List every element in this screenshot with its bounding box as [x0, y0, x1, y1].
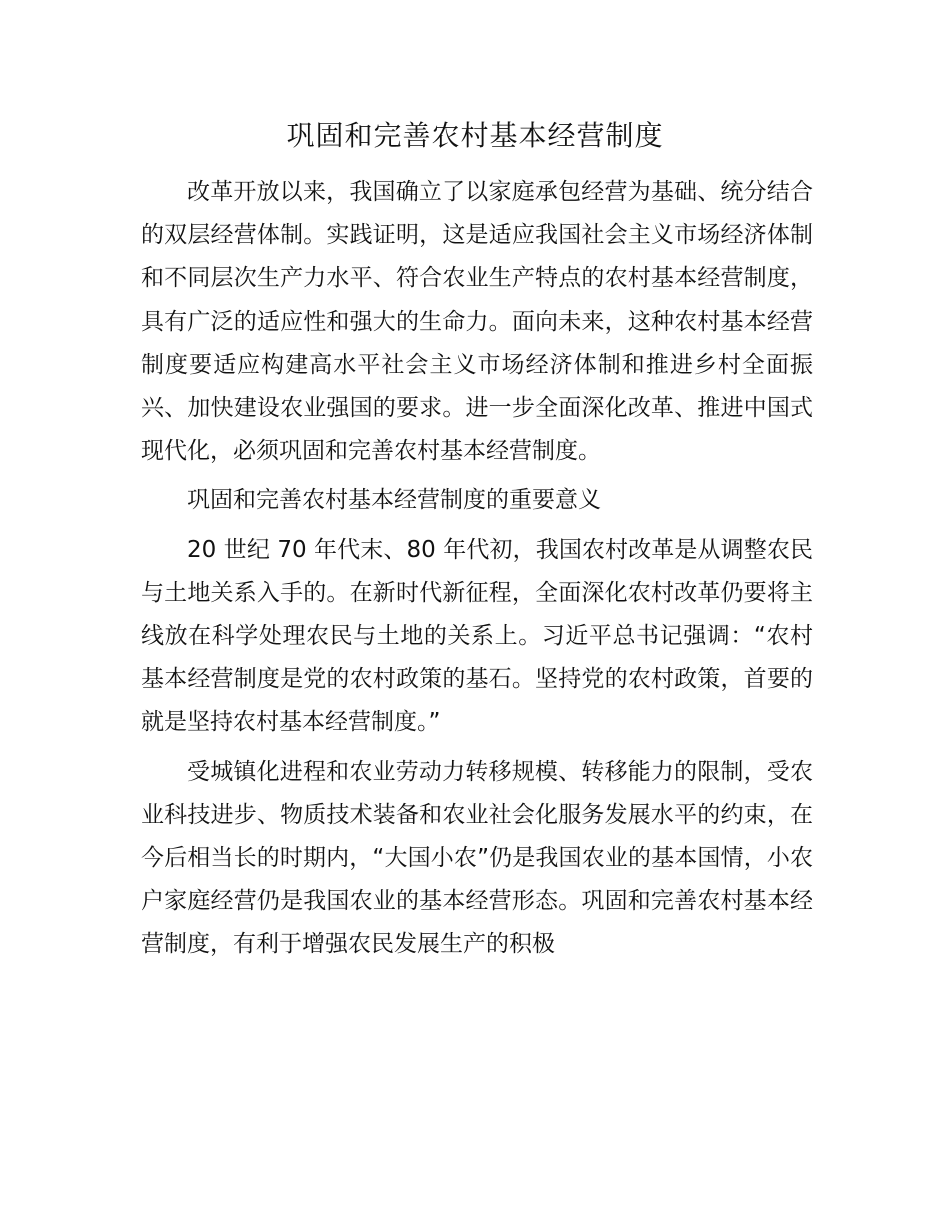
paragraph-small-farmers: 受城镇化进程和农业劳动力转移规模、转移能力的限制，受农业科技进步、物质技术装备和农业社会化服务发展水平的约束，在今后相当长的时期内，“大国小农”仍是我国农业的基本国情，小农户家庭经营仍是我国农业的基本经营形态。巩固和完善农村基本经营制度，有利于增强农民发展生产的积极 — [141, 758, 813, 958]
paragraph-intro: 改革开放以来，我国确立了以家庭承包经营为基础、统分结合的双层经营体制。实践证明，这是适应我国社会主义市场经济体制和不同层次生产力水平、符合农业生产特点的农村基本经营制度，具有广泛的适应性和强大的生命力。面向未来，这种农村基本经营制度要适应构建高水平社会主义市场经济体制和推进乡村全面振兴、加快建设农业强国的要求。进一步全面深化改革、推进中国式现代化，必须巩固和完善农村基本经营制度。 — [141, 179, 813, 465]
paragraph-history: 20 世纪 70 年代末、80 年代初，我国农村改革是从调整农民与土地关系入手的。在新时代新征程，全面深化农村改革仍要将主线放在科学处理农民与土地的关系上。习近平总书记强调：“农村基本经营制度是党的农村政策的基石。坚持党的农村政策，首要的就是坚持农村基本经营制度。” — [141, 536, 813, 736]
document-title: 巩固和完善农村基本经营制度 — [286, 119, 664, 152]
section-heading: 巩固和完善农村基本经营制度的重要意义 — [187, 487, 601, 514]
document-body — [141, 171, 813, 973]
